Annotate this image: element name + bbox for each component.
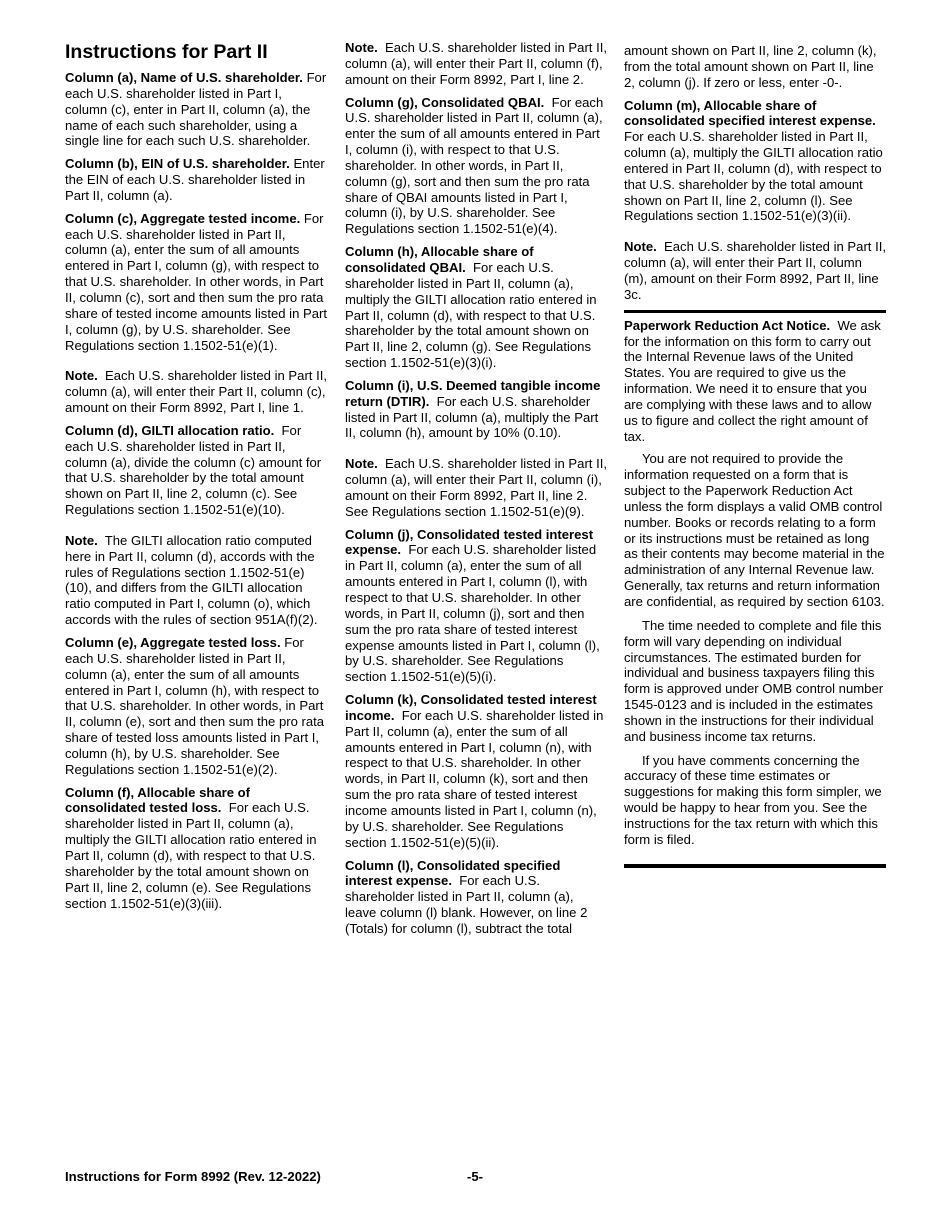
column-m-paragraph — [624, 98, 886, 225]
column-e-paragraph — [65, 635, 327, 778]
column-d-text: For each U.S. shareholder listed in Part II, column (a), divide the column (c) amount for that U.S. shareholder by the total amount shown on Part II, line 2, column (c). See Regulations section 1.1502-51(e)(10). — [65, 422, 322, 518]
column-m-text: For each U.S. shareholder listed in Part II, column (a), multiply the GILTI allocation ratio entered in Part II, column (d), with respect to that U.S. shareholder by the total amount shown on Part II, line 2, column (l). See Regulations section 1.1502-51(e)(3)(ii). — [624, 129, 883, 224]
column-j-title: Column (j), Consolidated tested interest expense. — [345, 526, 594, 558]
column-h-title: Column (h), Allocable share of consolidated QBAI. — [345, 244, 534, 275]
note-2-title: Note. — [65, 532, 98, 548]
page-number: -5- — [467, 1169, 484, 1184]
column-j-paragraph — [345, 527, 607, 685]
section-divider — [624, 310, 886, 313]
column-f-text: For each U.S. shareholder listed in Part II, column (a), multiply the GILTI allocation ratio entered in Part II, column (d), with respect to that U.S. shareholder by the total amount shown on Part II, line 2, column (e). See Regulations section 1.1502-51(e)(3)(iii). — [65, 800, 317, 911]
column-right — [624, 43, 886, 868]
column-i-text: For each U.S. shareholder listed in Part II, column (a), multiply the Part II, column (h), amount by 10% (0.10). — [345, 393, 599, 441]
column-e-title: Column (e), Aggregate tested loss. — [65, 635, 281, 650]
column-g-text: For each U.S. shareholder listed in Part II, column (a), enter the sum of all amounts entered in Part I, column (i), with respect to that U.S. shareholder. In other words, in Part II, column (g), sort and then sum the pro rata share of QBAI amounts listed in Part I, column (i), by U.S. shareholder. See Regulations section 1.1502-51(e)(4). — [345, 94, 604, 237]
column-middle — [345, 40, 607, 944]
note-4-title: Note. — [345, 456, 378, 472]
note-5-text: Each U.S. shareholder listed in Part II, column (a), will enter their Part II, column (m), amount on their Form 8992, Part II, line 3c. — [624, 239, 886, 302]
column-k-text: For each U.S. shareholder listed in Part II, column (a), enter the sum of all amounts entered in Part I, column (n), with respect to that U.S. shareholder. In other words, in Part II, column (k), sort and then sum the pro rata share of tested interest income amounts listed in Part I, column (n), by U.S. shareholder. See Regulations section 1.1502-51(e)(5)(ii). — [345, 707, 604, 850]
section-heading: Instructions for Part II — [65, 41, 268, 63]
column-f-paragraph — [65, 785, 327, 912]
column-i-title: Column (i), U.S. Deemed tangible income return (DTIR). — [345, 377, 601, 409]
column-h-text: For each U.S. shareholder listed in Part II, column (a), multiply the GILTI allocation ratio entered in Part II, column (d), with respect to that U.S. shareholder by the total amount shown on Part II, line 2, column (g). See Regulations section 1.1502-51(e)(3)(i). — [345, 259, 597, 371]
note-3-paragraph — [345, 40, 607, 88]
note-2-paragraph — [65, 533, 327, 628]
column-e-text: For each U.S. shareholder listed in Part II, column (a), enter the sum of all amounts entered in Part I, column (h), with respect to that U.S. shareholder. In other words, in Part II, column (e), sort and then sum the pro rata share of tested loss amounts listed in Part I, column (h), by U.S. shareholder. See Regulations section 1.1502-51(e)(2). — [65, 635, 325, 777]
column-a-title: Column (a), Name of U.S. shareholder. — [65, 70, 303, 85]
column-k-paragraph — [345, 692, 607, 850]
paperwork-notice-paragraph — [624, 318, 886, 445]
end-divider — [624, 864, 886, 868]
column-m-title: Column (m), Allocable share of consolidated specified interest expense. — [624, 97, 876, 129]
column-b-paragraph — [65, 156, 327, 204]
burden-paragraph: The time needed to complete and file this form will vary depending on individual circumstances. The estimated burden for individual and business taxpayers filing this form is approved under OMB control number 1545-0123 and is included in the estimates shown in the instructions for their individual and business income tax returns. — [624, 617, 884, 744]
column-l-text: For each U.S. shareholder listed in Part II, column (a), leave column (l) blank. However, on line 2 (Totals) for column (l), subtract the total — [345, 873, 588, 936]
column-d-paragraph — [65, 423, 327, 518]
column-f-title: Column (f), Allocable share of consolidated tested loss. — [65, 784, 251, 816]
paperwork-notice-title: Paperwork Reduction Act Notice. — [624, 317, 831, 333]
footer-form-title: Instructions for Form 8992 (Rev. 12-2022) — [65, 1169, 321, 1184]
column-k-title: Column (k), Consolidated tested interest income. — [345, 692, 597, 723]
note-5-paragraph — [624, 239, 886, 302]
column-h-paragraph — [345, 244, 607, 371]
column-a-paragraph — [65, 70, 327, 149]
column-l-continued: amount shown on Part II, line 2, column (k), from the total amount shown on Part II, line 2, column (j). If zero or less, enter -0-. — [624, 43, 877, 90]
note-1-title: Note. — [65, 368, 98, 384]
note-3-text: Each U.S. shareholder listed in Part II, column (a), will enter their Part II, column (f), amount on their Form 8992, Part I, line 2. — [345, 40, 607, 87]
column-g-paragraph — [345, 95, 607, 238]
column-b-title: Column (b), EIN of U.S. shareholder. — [65, 156, 290, 172]
column-i-paragraph — [345, 378, 607, 441]
column-l-title: Column (l), Consolidated specified interest expense. — [345, 857, 561, 889]
comments-paragraph: If you have comments concerning the accuracy of these time estimates or suggestions for making this form simpler, we would be happy to hear from you. See the instructions for the tax return with which this form is filed. — [624, 752, 882, 847]
note-3-title: Note. — [345, 40, 378, 55]
column-g-title: Column (g), Consolidated QBAI. — [345, 94, 545, 110]
note-4-paragraph — [345, 456, 607, 519]
note-4-text: Each U.S. shareholder listed in Part II, column (a), will enter their Part II, column (i), amount on their Form 8992, Part II, line 2. See Regulations section 1.1502-51(e)(9). — [345, 456, 607, 519]
note-2-text: The GILTI allocation ratio computed here in Part II, column (d), accords with the rules of Regulations section 1.1502-51(e)(10), and differs from the GILTI allocation ratio computed in Part I, column (o), which accords with the rules of section 951A(f)(2). — [65, 532, 318, 628]
column-j-text: For each U.S. shareholder listed in Part II, column (a), enter the sum of all amounts entered in Part I, column (l), with respect to that U.S. shareholder. In other words, in Part II, column (j), sort and then sum the pro rata share of tested interest expense amounts listed in Part I, column (l), by U.S. shareholder. See Regulations section 1.1502-51(e)(5)(i). — [345, 542, 600, 685]
column-left — [65, 40, 327, 918]
column-b-text: Enter the EIN of each U.S. shareholder listed in Part II, column (a). — [65, 156, 325, 203]
paperwork-notice-text: We ask for the information on this form to carry out the Internal Revenue laws of the United States. You are required to give us the information. We need it to ensure that you are complying with these laws and to allow us to figure and collect the right amount of tax. — [624, 317, 881, 444]
omb-paragraph: You are not required to provide the information requested on a form that is subject to the Paperwork Reduction Act unless the form displays a valid OMB control number. Books or records relating to a form or its instructions must be retained as long as their contents may become material in the administration of any Internal Revenue law. Generally, tax returns and return information are confidential, as required by section 6103. — [624, 451, 885, 609]
note-1-text: Each U.S. shareholder listed in Part II, column (a), will enter their Part II, column (c), amount on their Form 8992, Part I, line 1. — [65, 368, 327, 416]
column-c-text: For each U.S. shareholder listed in Part II, column (a), enter the sum of all amounts entered in Part I, column (g), with respect to that U.S. shareholder. In other words, in Part II, column (c), sort and then sum the pro rata share of tested income amounts listed in Part I, column (g), by U.S. shareholder. See Regulations section 1.1502-51(e)(1). — [65, 210, 328, 353]
column-a-text: For each U.S. shareholder listed in Part I, column (c), enter in Part II, column (a), the name of each such shareholder, using a single line for each such U.S. shareholder. — [65, 70, 327, 149]
column-d-title: Column (d), GILTI allocation ratio. — [65, 422, 275, 438]
column-l-paragraph — [345, 858, 607, 937]
note-5-title: Note. — [624, 239, 657, 255]
column-c-paragraph — [65, 211, 327, 354]
column-c-title: Column (c), Aggregate tested income. — [65, 210, 301, 226]
note-1-paragraph — [65, 368, 327, 416]
